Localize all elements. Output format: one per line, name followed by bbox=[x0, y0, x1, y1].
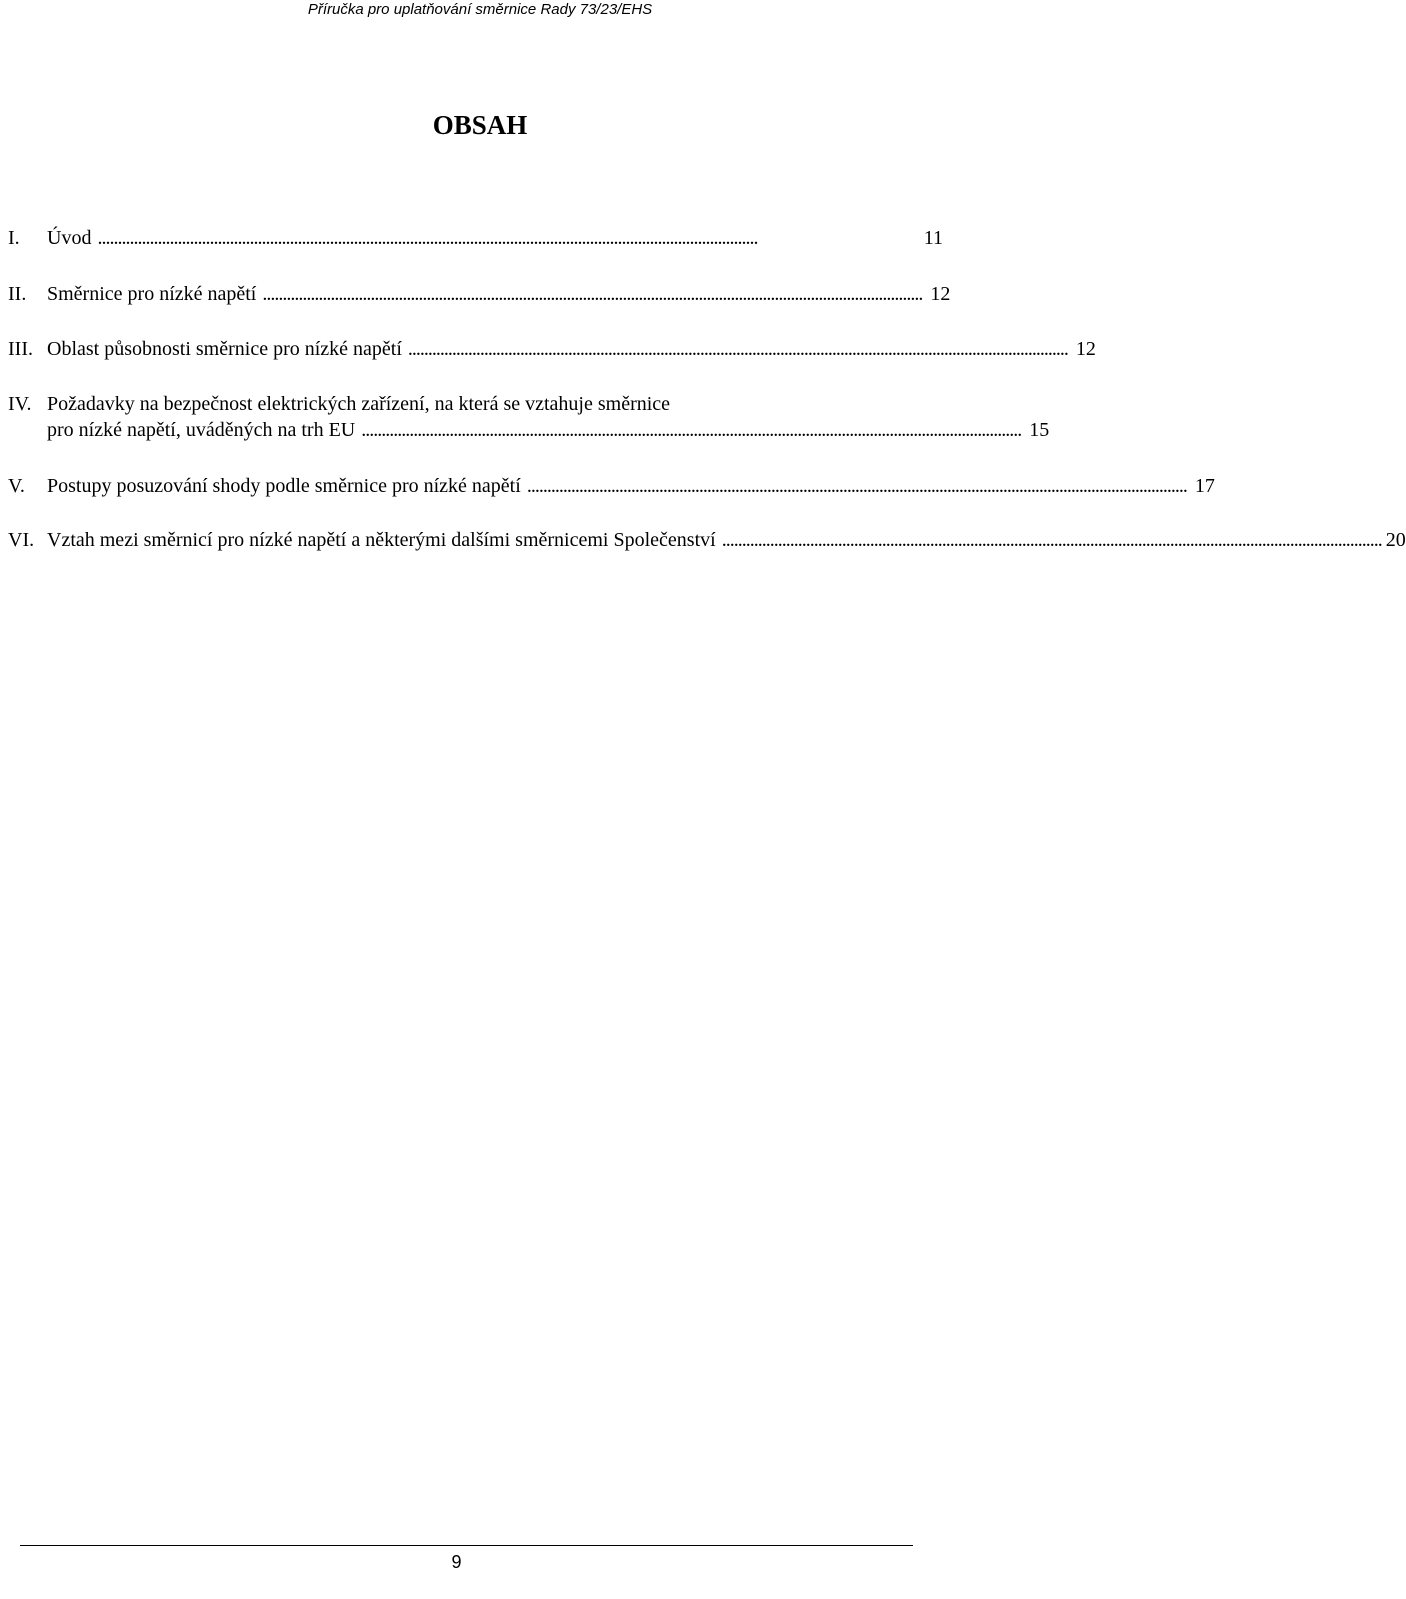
toc-entry-page: 12 bbox=[930, 283, 951, 305]
dot-leader bbox=[722, 527, 1380, 553]
toc-entry-title: Oblast působnosti směrnice pro nízké napětí bbox=[47, 338, 402, 360]
toc-entry-number: III. bbox=[8, 338, 33, 360]
toc-entry-page: 15 bbox=[1029, 419, 1050, 441]
table-of-contents bbox=[0, 0, 1406, 600]
toc-entry-6[interactable] bbox=[8, 527, 1406, 553]
toc-entry-3[interactable] bbox=[8, 336, 1096, 362]
toc-entry-page: 12 bbox=[1075, 338, 1096, 360]
footer-rule bbox=[20, 1545, 913, 1546]
toc-entry-number: I. bbox=[8, 227, 20, 249]
toc-entry-title: Směrnice pro nízké napětí bbox=[47, 283, 257, 305]
dot-leader bbox=[262, 281, 920, 307]
toc-entry-title: Postupy posuzování shody podle směrnice pro nízké napětí bbox=[47, 475, 521, 497]
dot-leader bbox=[408, 336, 1066, 362]
toc-entry-title-line2: pro nízké napětí, uváděných na trh EU bbox=[47, 419, 356, 441]
toc-entry-1[interactable] bbox=[8, 225, 943, 251]
toc-entry-2[interactable] bbox=[8, 281, 951, 307]
toc-entry-page: 17 bbox=[1194, 475, 1215, 497]
dot-leader bbox=[527, 473, 1185, 499]
toc-entry-4[interactable] bbox=[8, 391, 1050, 443]
dot-leader bbox=[97, 225, 913, 251]
toc-entry-title-line1: Požadavky na bezpečnost elektrických zařízení, na která se vztahuje směrnice bbox=[47, 393, 671, 415]
toc-entry-number: II. bbox=[8, 283, 27, 305]
toc-entry-number: V. bbox=[8, 475, 25, 497]
toc-entry-page: 11 bbox=[923, 227, 943, 249]
toc-entry-5[interactable] bbox=[8, 473, 1215, 499]
toc-entry-page: 20 bbox=[1385, 529, 1406, 551]
toc-entry-title: Vztah mezi směrnicí pro nízké napětí a některými dalšími směrnicemi Společenství bbox=[47, 529, 716, 551]
running-header: Příručka pro uplatňování směrnice Rady 73/23/EHS bbox=[307, 1, 653, 18]
page-title: OBSAH bbox=[432, 110, 528, 140]
dot-leader bbox=[361, 417, 1019, 443]
page-number: 9 bbox=[451, 1552, 462, 1572]
toc-entry-number: VI. bbox=[8, 529, 35, 551]
toc-entry-title: Úvod bbox=[47, 227, 92, 249]
toc-entry-number: IV. bbox=[8, 393, 32, 415]
